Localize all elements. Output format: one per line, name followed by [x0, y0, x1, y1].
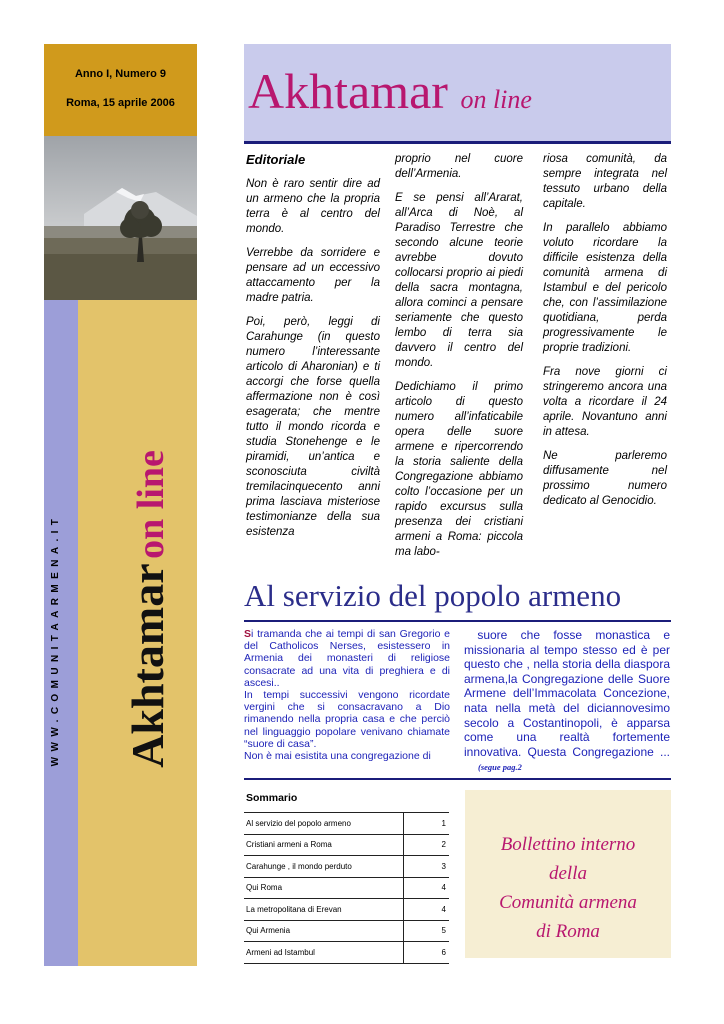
toc-row[interactable] [244, 834, 449, 856]
website-url-vertical[interactable]: WWW.COMUNITAARMENA.IT [50, 513, 61, 767]
toc-item-page: 4 [404, 877, 450, 899]
editorial-paragraph: E se pensi all’Ararat, all’Arca di Noè, al Paradiso Terrestre che secondo alcune teorie avrebbe dovuto collocarsi proprio ai piedi della sacra montagna, allora cominci a pensare seriamente che questo lembo di terra sia davvero il centro del mondo. [395, 192, 523, 369]
editorial-column-1 [246, 152, 380, 549]
article-column-1 [244, 628, 450, 762]
toc-item-page: 5 [404, 920, 450, 942]
article-paragraph: suore che fosse monastica e missionaria al tempo stesso ed è per questo che , nella storia della diaspora armena,la Congregazione delle Suore Armene dell’Immacolata Concezione, nata nella metà del diciannovesimo secolo a Costantinopoli, è apparsa come una realtà fortemente innovativa. Questa Congregazione ...(segue pag.2 [464, 628, 671, 773]
toc-table [244, 812, 449, 964]
toc-row[interactable] [244, 813, 449, 835]
toc-item-title[interactable]: Qui Armenia [244, 920, 404, 942]
bulletin-box [465, 790, 671, 958]
side-title-sub: on line [130, 450, 172, 559]
ararat-landscape-image [44, 136, 197, 300]
editorial-paragraph: riosa comunità, da sempre integrata nel tessuto urbano della capitale. [543, 153, 667, 210]
toc-item-title[interactable]: Qui Roma [244, 877, 404, 899]
toc-item-title[interactable]: Al servizio del popolo armeno [244, 813, 404, 835]
masthead-divider [244, 141, 671, 144]
side-title-vertical [121, 379, 173, 839]
editorial-paragraph: Poi, però, leggi di Carahunge (in questo numero l’interessante articolo di Aharonian) e ti accorgi che forse quella affermazione non è così esagerata; che mentre tutto il mondo ricorda e studia Stonehenge e le piramidi, un’antica e sconosciuta civiltà tremilacinquecento anni prima lasciava misteriose testimonianze della sua esistenza [246, 316, 380, 538]
toc-row[interactable] [244, 942, 449, 964]
toc-item-title[interactable]: Carahunge , il mondo perduto [244, 856, 404, 878]
side-title-main: Akhtamar [122, 563, 173, 768]
article-paragraph: In tempi successivi vengono ricordate vergini che si consacravano a Dio rimanendo nella propria casa e che perciò nel linguaggio popolare venivano chiamate “suore di casa”. [244, 689, 450, 750]
article-title: Al servizio del popolo armeno [244, 578, 622, 613]
article-bottom-divider [244, 778, 671, 780]
toc-item-title[interactable]: Cristiani armeni a Roma [244, 834, 404, 856]
bulletin-line: di Roma [536, 921, 600, 942]
toc-item-page: 3 [404, 856, 450, 878]
masthead-title [248, 62, 532, 120]
toc-item-page: 4 [404, 899, 450, 921]
editorial-paragraph: Non è raro sentir dire ad un armeno che la propria terra è al centro del mondo. [246, 178, 380, 235]
issue-number: Anno I, Numero 9 [74, 68, 167, 80]
drop-cap: S [244, 628, 252, 640]
toc-item-page: 2 [404, 834, 450, 856]
masthead [244, 44, 671, 141]
toc-row[interactable] [244, 899, 449, 921]
article-divider [244, 620, 671, 622]
bulletin-line: Bollettino interno [500, 834, 636, 855]
toc-row[interactable] [244, 920, 449, 942]
toc-item-page: 6 [404, 942, 450, 964]
toc-item-title[interactable]: La metropolitana di Erevan [244, 899, 404, 921]
editorial-paragraph: Fra nove giorni ci stringeremo ancora una volta a ricordare il 24 aprile. Novantuno anni in attesa. [543, 366, 667, 438]
editorial-paragraph: Ne parleremo diffusamente nel prossimo numero dedicato al Genocidio. [543, 450, 667, 507]
editorial-heading: Editoriale [246, 152, 306, 167]
toc-row[interactable] [244, 856, 449, 878]
toc-item-title[interactable]: Armeni ad Istambul [244, 942, 404, 964]
editorial-column-3 [543, 152, 667, 518]
masthead-title-sub: on line [460, 85, 532, 114]
masthead-title-main: Akhtamar [248, 63, 448, 119]
bulletin-line: Comunità armena [499, 892, 637, 913]
editorial-paragraph: Dedichiamo il primo articolo di questo numero all’infaticabile opera delle suore armene e ripercorrendo la storia saliente della Congregazione abbiamo colto l’occasione per un rapido excursus sulla presenza dei cristiani armeni a Roma: piccola ma labo- [395, 381, 523, 558]
article-paragraph: Non è mai esistita una congregazione di [244, 750, 431, 763]
editorial-paragraph: proprio nel cuore dell’Armenia. [395, 153, 523, 180]
editorial-paragraph: Verrebbe da sorridere e pensare ad un eccessivo attaccamento per la madre patria. [246, 247, 380, 304]
toc-row[interactable] [244, 877, 449, 899]
bulletin-line: della [549, 863, 587, 884]
continue-link[interactable]: (segue pag.2 [478, 762, 522, 773]
cover-photo-ararat [44, 136, 197, 300]
issue-date: Roma, 15 aprile 2006 [66, 97, 175, 109]
toc-item-page: 1 [404, 813, 450, 835]
issue-info-box [44, 44, 197, 136]
editorial-column-2 [395, 152, 523, 569]
bulletin-text [465, 830, 671, 946]
editorial-paragraph: In parallelo abbiamo voluto ricordare la difficile esistenza della comunità armena di Istambul e del pericolo che, con l’assimilazione quotidiana, perda progressivamente le proprie tradizioni. [543, 222, 667, 354]
article-paragraph: Si tramanda che ai tempi di san Gregorio e del Catholicos Nerses, esistessero in Armenia dei monasteri di religiose consacrate ad una vita di preghiera e di ascesi.. [244, 628, 450, 689]
toc-heading: Sommario [246, 792, 298, 804]
article-column-2 [464, 628, 670, 775]
